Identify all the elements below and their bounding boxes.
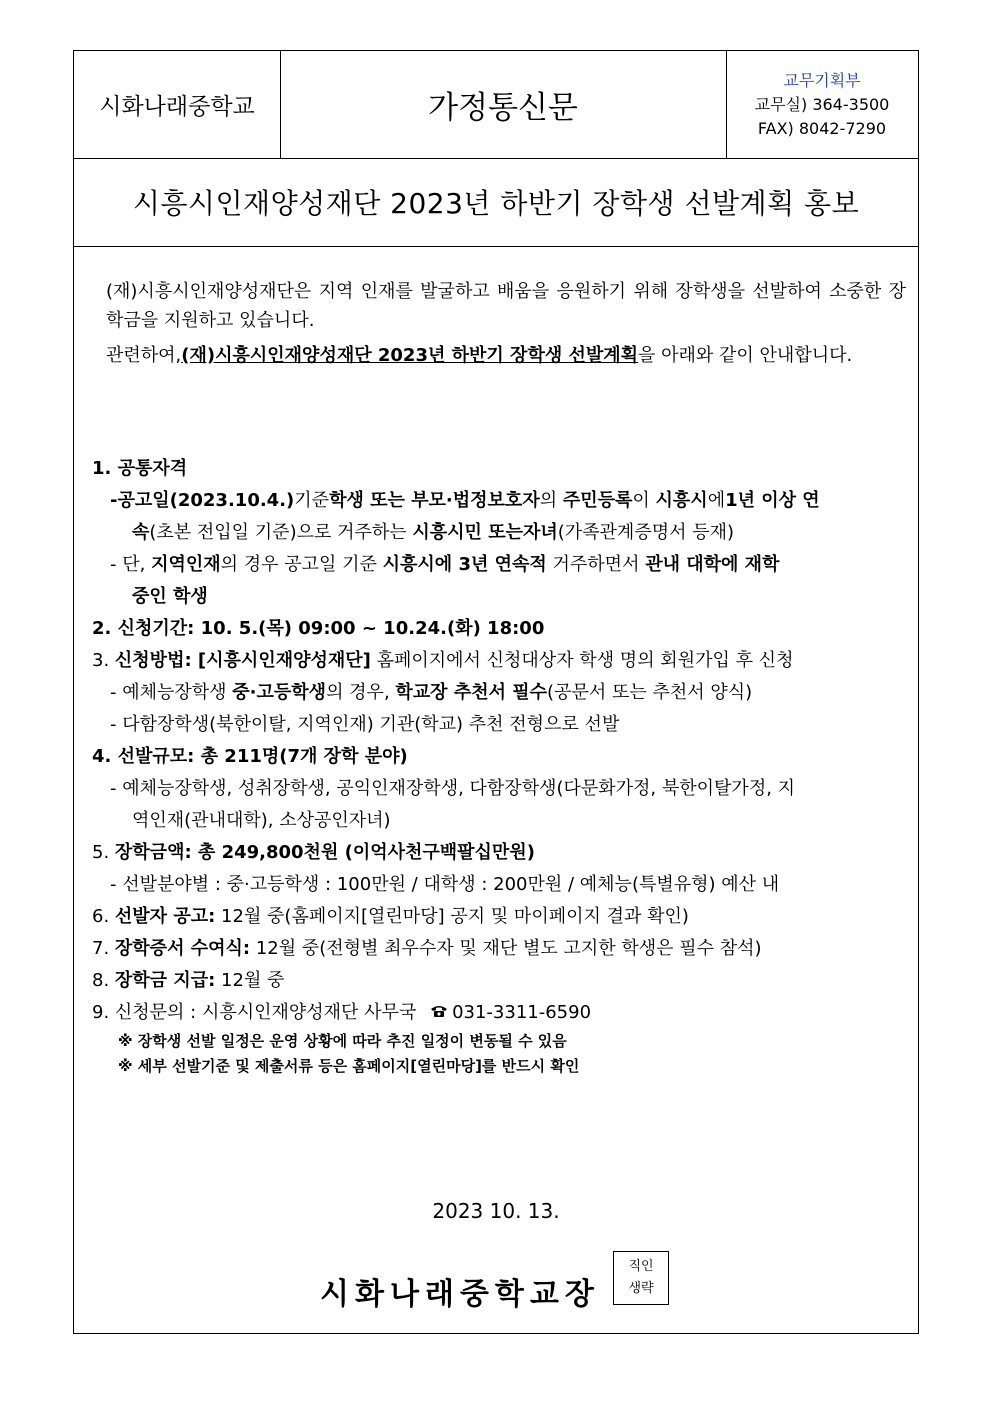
- intro-text: [106, 277, 906, 376]
- detail-list: [92, 453, 918, 1079]
- phone-icon: [430, 997, 448, 1029]
- section-1-line-a2: 속(초본 전입일 기준)으로 거주하는 시흥시민 또는자녀(가족관계증명서 등재): [132, 522, 735, 543]
- doc-type: 가정통신문: [280, 51, 727, 158]
- section-9: 9. 신청문의 : 시흥시인재양성재단 사무국 031-3311-6590: [92, 997, 918, 1029]
- seal-omitted-box: [613, 1251, 669, 1305]
- stamp-text-1: 직인: [628, 1259, 654, 1274]
- section-3-line-a: - 예체능장학생 중·고등학생의 경우, 학교장 추천서 필수(공문서 또는 추천서 양식): [110, 682, 753, 703]
- section-1-title: 1. 공통자격: [92, 458, 188, 479]
- section-3: 3. 신청방법: [시흥시인재양성재단] 홈페이지에서 신청대상자 학생 명의 회원가입 후 신청: [92, 650, 794, 671]
- school-name: 시화나래중학교: [74, 51, 281, 158]
- principal-signature: 시화나래중학교장: [320, 1277, 600, 1312]
- section-2: 2. 신청기간: 10. 5.(목) 09:00 ~ 10.24.(화) 18:00: [92, 618, 545, 639]
- section-4-line-a: - 예체능장학생, 성취장학생, 공익인재장학생, 다함장학생(다문화가정, 북한이탈가정, 지: [110, 778, 796, 799]
- note-1: ※ 장학생 선발 일정은 운영 상황에 따라 추진 일정이 변동될 수 있음: [118, 1032, 567, 1050]
- inquiry-phone: 031-3311-6590: [452, 1002, 592, 1023]
- stamp-text-2: 생략: [628, 1281, 654, 1296]
- section-1-line-b2: 중인 학생: [132, 586, 208, 607]
- intro-paragraph-2: 관련하여,(재)시흥시인재양성재단 2023년 하반기 장학생 선발계획을 아래와 같이 안내합니다.: [106, 345, 853, 366]
- section-5: 5. 장학금액: 총 249,800천원 (이억사천구백팔십만원): [92, 842, 535, 863]
- page-title: 시흥시인재양성재단 2023년 하반기 장학생 선발계획 홍보: [74, 158, 918, 247]
- section-4: 4. 선발규모: 총 211명(7개 장학 분야): [92, 746, 408, 767]
- section-3-line-b: - 다함장학생(북한이탈, 지역인재) 기관(학교) 추천 전형으로 선발: [110, 714, 620, 735]
- issue-date: 2023 10. 13.: [432, 1199, 560, 1223]
- section-4-line-a2: 역인재(관내대학), 소상공인자녀): [132, 810, 391, 831]
- section-1-line-b: - 단, 지역인재의 경우 공고일 기준 시흥시에 3년 연속적 거주하면서 관내 대학에 재학: [110, 554, 780, 575]
- intro-paragraph-1: (재)시흥시인재양성재단은 지역 인재를 발굴하고 배움을 응원하기 위해 장학생을 선발하여 소중한 장학금을 지원하고 있습니다.: [106, 281, 906, 331]
- section-7: 7. 장학증서 수여식: 12월 중(전형별 최우수자 및 재단 별도 고지한 학생은 필수 참석): [92, 938, 762, 959]
- section-1-line-a: -공고일(2023.10.4.)기준학생 또는 부모·법정보호자의 주민등록이 시흥시에1년 이상 연: [110, 490, 820, 511]
- notice-link: (재)시흥시인재양성재단 2023년 하반기 장학생 선발계획: [181, 345, 639, 366]
- note-2: ※ 세부 선발기준 및 제출서류 등은 홈페이지[열린마당]를 반드시 확인: [118, 1057, 580, 1075]
- document-frame: [73, 50, 919, 1334]
- header-table: [74, 51, 918, 159]
- section-8: 8. 장학금 지급: 12월 중: [92, 970, 285, 991]
- phone-number: 교무실) 364-3500: [754, 94, 890, 114]
- section-6: 6. 선발자 공고: 12월 중(홈페이지[열린마당] 공지 및 마이페이지 결과 확인): [92, 906, 689, 927]
- department: 교무기획부: [783, 70, 861, 90]
- fax-number: FAX) 8042-7290: [757, 118, 887, 138]
- contact-info: [726, 51, 918, 158]
- section-5-line-a: - 선발분야별 : 중·고등학생 : 100만원 / 대학생 : 200만원 / 예체능(특별유형) 예산 내: [110, 874, 780, 895]
